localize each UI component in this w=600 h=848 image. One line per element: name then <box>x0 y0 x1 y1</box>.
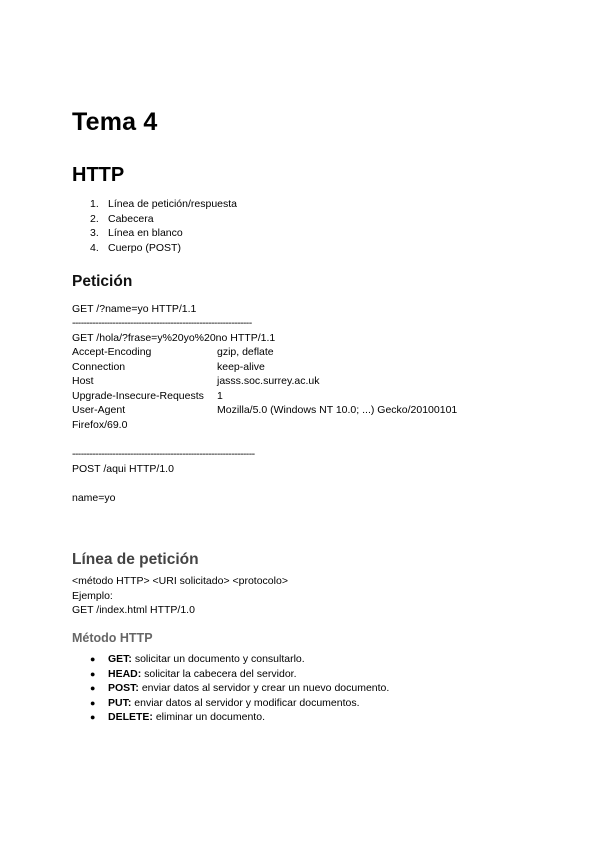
bullet-icon: ● <box>90 683 96 694</box>
header-key: Host <box>72 375 94 388</box>
example-request: GET /index.html HTTP/1.0 <box>72 604 195 616</box>
list-item: 1. Línea de petición/respuesta <box>90 198 238 210</box>
header-key: Accept-Encoding <box>72 346 152 358</box>
bullet-icon: ● <box>90 712 96 723</box>
header-key: Upgrade-Insecure-Requests <box>72 389 204 402</box>
list-item: ● POST: enviar datos al servidor y crear un nuevo documento. <box>90 682 390 695</box>
header-value: gzip, deflate <box>217 346 274 358</box>
header-value: jasss.soc.surrey.ac.uk <box>217 375 320 388</box>
header-key: User-Agent <box>72 404 126 417</box>
header-key: Connection <box>72 360 126 373</box>
post-body: name=yo <box>72 492 116 504</box>
http-steps-list <box>72 197 237 255</box>
list-item: ● HEAD: solicitar la cabecera del servidor. <box>90 667 297 680</box>
get-request-line: GET /hola/?frase=y%20yo%20no HTTP/1.1 <box>72 332 276 344</box>
page-title: Tema 4 <box>72 108 158 136</box>
example-label: Ejemplo: <box>72 590 113 602</box>
header-value: 1 <box>217 389 223 402</box>
http-methods-list <box>72 652 389 725</box>
separator-line: -------------------------------------------------------------- <box>72 317 252 329</box>
section-heading-http: HTTP <box>72 164 125 186</box>
list-item: 2. Cabecera <box>90 212 154 225</box>
bullet-icon: ● <box>90 654 96 664</box>
user-agent-continuation: Firefox/69.0 <box>72 419 128 431</box>
list-item: ● GET: solicitar un documento y consultarlo. <box>90 653 305 665</box>
header-value: keep-alive <box>217 360 265 373</box>
post-request-line: POST /aqui HTTP/1.0 <box>72 463 174 475</box>
list-item: 3. Línea en blanco <box>90 227 183 240</box>
header-value: Mozilla/5.0 (Windows NT 10.0; ...) Gecko/20100101 <box>217 404 458 417</box>
section-heading-linea: Línea de petición <box>72 551 199 568</box>
separator-line: --------------------------------------------------------------- <box>72 448 255 460</box>
list-item: 4. Cuerpo (POST) <box>90 241 181 254</box>
bullet-icon: ● <box>90 668 96 679</box>
list-item: ● PUT: enviar datos al servidor y modificar documentos. <box>90 696 360 709</box>
bullet-icon: ● <box>90 697 96 708</box>
get-simple-request: GET /?name=yo HTTP/1.1 <box>72 303 197 315</box>
request-line-syntax: <método HTTP> <URI solicitado> <protocolo> <box>72 575 288 587</box>
list-item: ● DELETE: eliminar un documento. <box>90 711 265 724</box>
section-heading-peticion: Petición <box>72 273 133 290</box>
section-heading-metodo: Método HTTP <box>72 631 153 645</box>
